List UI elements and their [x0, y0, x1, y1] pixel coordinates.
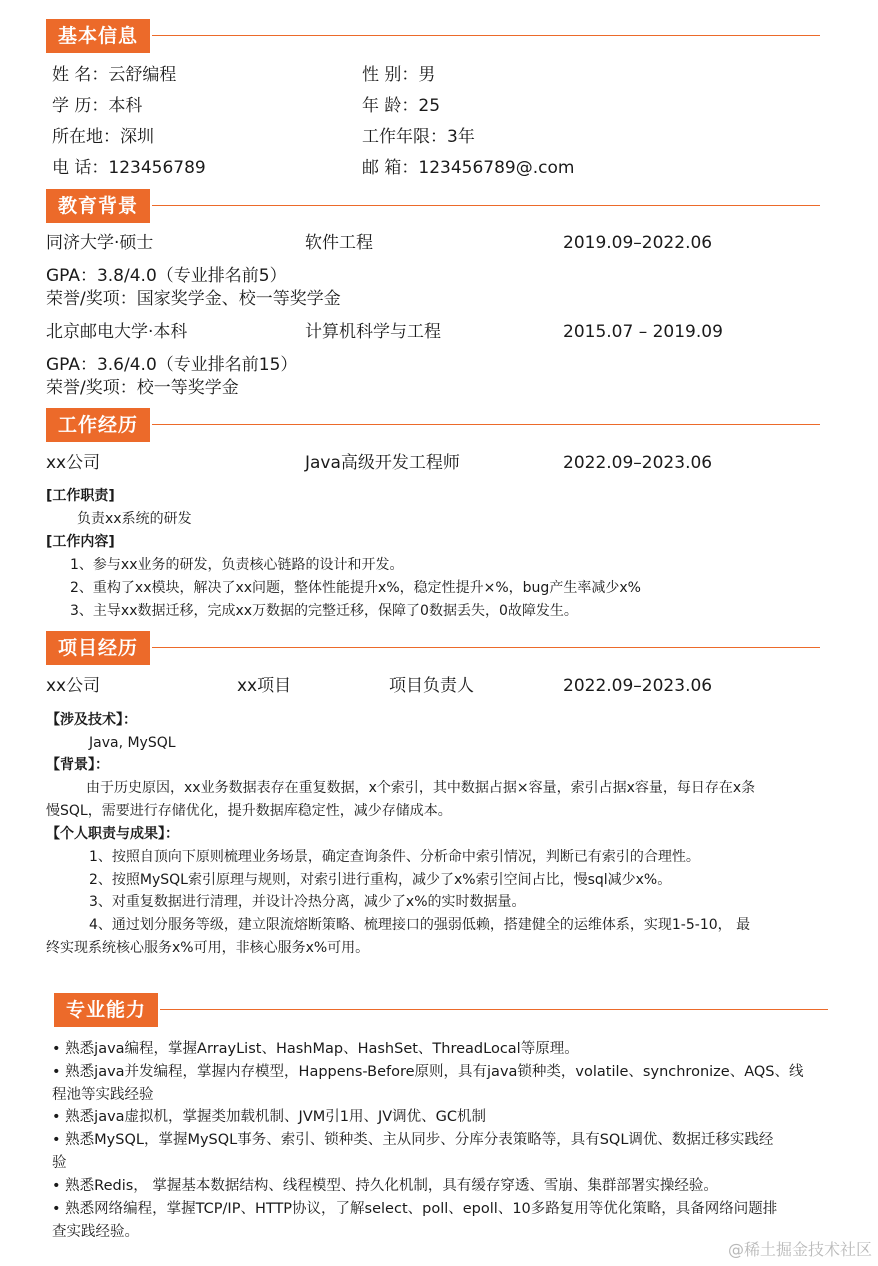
section-divider — [152, 35, 820, 36]
project-tech: Java, MySQL — [89, 735, 176, 751]
skill-line: • 熟悉java编程，掌握ArrayList、HashMap、HashSet、ThreadLocal等原理。 — [52, 1041, 579, 1057]
work-duty: 负责xx系统的研发 — [77, 511, 192, 527]
edu-major: 软件工程 — [305, 233, 373, 253]
edu-major: 计算机科学与工程 — [305, 322, 441, 342]
project-bg-line1: 由于历史原因，xx业务数据表存在重复数据，x个索引，其中数据占据×容量，索引占据x容量，每日存在x条 — [86, 780, 756, 796]
basic-years: 工作年限：3年 — [362, 127, 475, 147]
work-item: 3、主导xx数据迁移，完成xx万数据的完整迁移，保障了0数据丢失，0故障发生。 — [70, 603, 578, 619]
basic-degree: 学 历：本科 — [52, 96, 143, 116]
section-title: 项目经历 — [46, 631, 150, 665]
edu-honors: 荣誉/奖项：校一等奖学金 — [46, 378, 239, 398]
skill-item — [52, 1175, 718, 1198]
work-content-label: [工作内容] — [46, 534, 115, 550]
basic-age: 年 龄：25 — [362, 96, 441, 116]
section-header-basic — [46, 19, 820, 53]
section-divider — [152, 647, 820, 648]
edu-school: 北京邮电大学·本科 — [46, 322, 188, 342]
skill-line: • 熟悉网络编程，掌握TCP/IP、HTTP协议，了解select、poll、epoll、10多路复用等优化策略，具备网络问题排 — [52, 1201, 778, 1217]
skill-item — [52, 1198, 777, 1244]
project-bg-label: 【背景】： — [46, 757, 109, 773]
work-company: xx公司 — [46, 453, 101, 473]
project-tech-label: 【涉及技术】： — [46, 712, 137, 728]
skill-item — [52, 1038, 579, 1061]
section-title: 专业能力 — [54, 993, 158, 1027]
project-item-continued: 终实现系统核心服务x%可用，非核心服务x%可用。 — [46, 940, 370, 956]
project-item: 1、按照自顶向下原则梳理业务场景，确定查询条件、分析命中索引情况，判断已有索引的合理性。 — [89, 849, 700, 865]
project-bg-line2: 慢SQL，需要进行存储优化，提升数据库稳定性，减少存储成本。 — [46, 803, 452, 819]
basic-name: 姓 名：云舒编程 — [52, 65, 177, 85]
project-name: xx项目 — [237, 676, 292, 696]
skill-line: 验 — [52, 1155, 67, 1171]
section-title: 工作经历 — [46, 408, 150, 442]
project-company: xx公司 — [46, 676, 101, 696]
edu-period: 2015.07 – 2019.09 — [563, 322, 723, 342]
work-item: 1、参与xx业务的研发，负责核心链路的设计和开发。 — [70, 557, 404, 573]
project-item: 4、通过划分服务等级，建立限流熔断策略、梳理接口的强弱低赖，搭建健全的运维体系，实现1-5-10， 最 — [89, 917, 751, 933]
edu-period: 2019.09–2022.06 — [563, 233, 713, 253]
work-title: Java高级开发工程师 — [305, 453, 460, 473]
project-period: 2022.09–2023.06 — [563, 676, 713, 696]
skill-item — [52, 1106, 486, 1129]
work-period: 2022.09–2023.06 — [563, 453, 713, 473]
basic-location: 所在地：深圳 — [52, 127, 154, 147]
section-divider — [152, 424, 820, 425]
skill-line: • 熟悉java并发编程，掌握内存模型，Happens-Before原则，具有java锁种类，volatile、synchronize、AQS、线 — [52, 1064, 804, 1080]
edu-honors: 荣誉/奖项：国家奖学金、校一等奖学金 — [46, 289, 341, 309]
basic-phone: 电 话：123456789 — [52, 158, 206, 178]
project-item: 2、按照MySQL索引原理与规则，对索引进行重构，减少了x%索引空间占比，慢sql减少x%。 — [89, 872, 672, 888]
work-item: 2、重构了xx模块，解决了xx问题，整体性能提升x%，稳定性提升×%，bug产生率减少x% — [70, 580, 641, 596]
skill-line: • 熟悉java虚拟机，掌握类加载机制、JVM引1用、JV调优、GC机制 — [52, 1109, 487, 1125]
basic-gender: 性 别：男 — [362, 65, 436, 85]
edu-gpa: GPA：3.6/4.0（专业排名前15） — [46, 355, 298, 375]
project-resp-label: 【个人职责与成果】： — [46, 826, 179, 842]
skill-item — [52, 1061, 803, 1107]
section-header-work — [46, 408, 820, 442]
section-divider — [160, 1009, 828, 1010]
edu-gpa: GPA：3.8/4.0（专业排名前5） — [46, 266, 287, 286]
project-role: 项目负责人 — [389, 676, 474, 696]
section-header-project — [46, 631, 820, 665]
basic-email: 邮 箱：123456789@.com — [362, 158, 575, 178]
watermark: @稀土掘金技术社区 — [727, 1240, 872, 1259]
skill-item — [52, 1129, 773, 1175]
section-title: 教育背景 — [46, 189, 150, 223]
skill-line: 查实践经验。 — [52, 1224, 139, 1240]
project-item: 3、对重复数据进行清理，并设计冷热分离，减少了x%的实时数据量。 — [89, 894, 526, 910]
work-duty-label: [工作职责] — [46, 488, 115, 504]
skill-line: • 熟悉Redis， 掌握基本数据结构、线程模型、持久化机制，具有缓存穿透、雪崩、集群部署实操经验。 — [52, 1178, 718, 1194]
section-title: 基本信息 — [46, 19, 150, 53]
edu-school: 同济大学·硕士 — [46, 233, 154, 253]
section-header-education — [46, 189, 820, 223]
section-header-skills — [54, 993, 828, 1027]
skill-line: • 熟悉MySQL，掌握MySQL事务、索引、锁种类、主从同步、分库分表策略等，具有SQL调优、数据迁移实践经 — [52, 1132, 774, 1148]
section-divider — [152, 205, 820, 206]
skill-line: 程池等实践经验 — [52, 1087, 154, 1103]
